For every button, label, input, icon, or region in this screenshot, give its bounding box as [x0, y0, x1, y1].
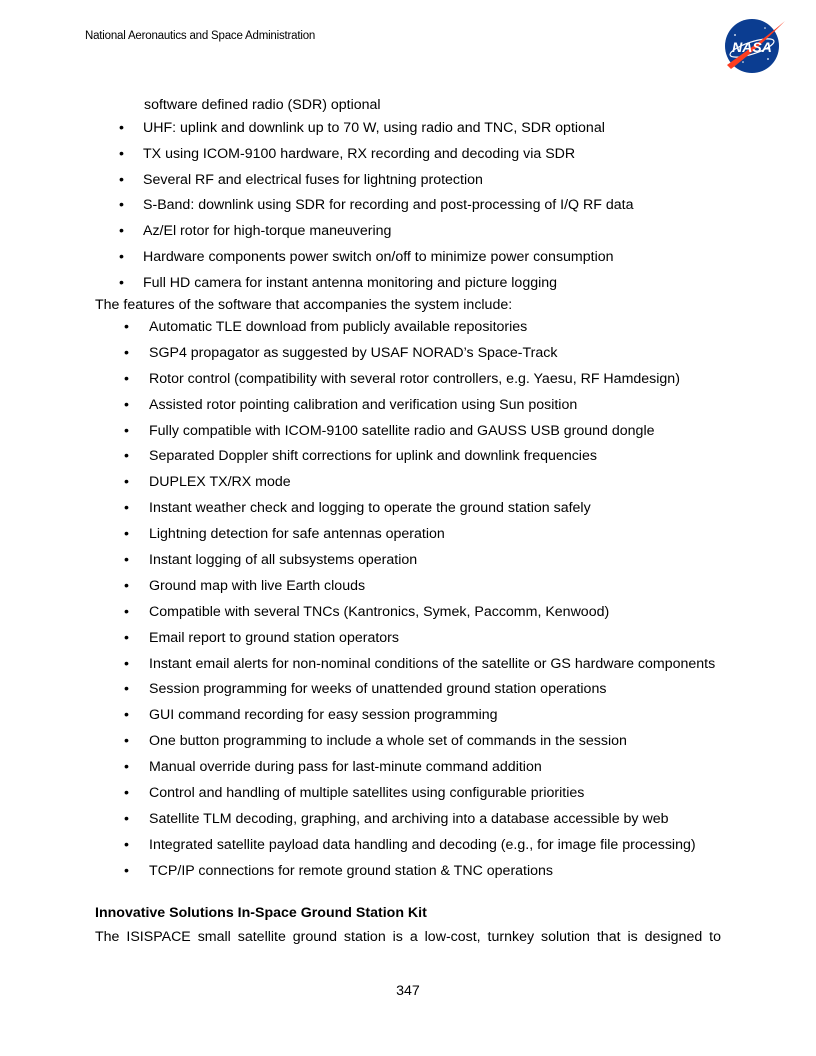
list-item: • GUI command recording for easy session programming: [0, 706, 816, 724]
list-item: • DUPLEX TX/RX mode: [0, 473, 816, 491]
list-item: • Az/El rotor for high-torque maneuvering: [0, 219, 816, 245]
list-item: • Hardware components power switch on/off to minimize power consumption: [0, 245, 816, 271]
list-item: • Ground map with live Earth clouds: [0, 577, 816, 595]
section-paragraph: The ISISPACE small satellite ground station is a low-cost, turnkey solution that is designed to: [95, 929, 721, 945]
continuation-line: software defined radio (SDR) optional: [144, 97, 381, 113]
list-item: • TX using ICOM-9100 hardware, RX recording and decoding via SDR: [0, 142, 816, 168]
list-item: • Session programming for weeks of unattended ground station operations: [0, 680, 816, 698]
list-item: • Lightning detection for safe antennas operation: [0, 525, 816, 543]
page-number: 347: [396, 983, 420, 999]
list-item: • Instant email alerts for non-nominal conditions of the satellite or GS hardware components: [0, 655, 816, 673]
header-agency-name: National Aeronautics and Space Administration: [85, 30, 316, 42]
nasa-logo: [721, 15, 787, 75]
software-intro: The features of the software that accompanies the system include:: [95, 297, 513, 313]
list-item: • One button programming to include a whole set of commands in the session: [0, 732, 816, 750]
list-item: • Manual override during pass for last-minute command addition: [0, 758, 816, 776]
list-item: • Several RF and electrical fuses for lightning protection: [0, 168, 816, 194]
section-heading: Innovative Solutions In-Space Ground Station Kit: [95, 905, 427, 921]
list-item: • Instant weather check and logging to operate the ground station safely: [0, 499, 816, 517]
list-item: • Integrated satellite payload data handling and decoding (e.g., for image file processing): [0, 836, 816, 854]
list-item: • Separated Doppler shift corrections for uplink and downlink frequencies: [0, 447, 816, 465]
list-item: • Compatible with several TNCs (Kantronics, Symek, Paccomm, Kenwood): [0, 603, 816, 621]
list-item: • Email report to ground station operators: [0, 629, 816, 647]
list-item: • Assisted rotor pointing calibration and verification using Sun position: [0, 396, 816, 414]
list-item: • Fully compatible with ICOM-9100 satellite radio and GAUSS USB ground dongle: [0, 422, 816, 440]
nasa-logo-text: NASA: [732, 39, 772, 55]
list-item: • Instant logging of all subsystems operation: [0, 551, 816, 569]
list-item: • S-Band: downlink using SDR for recording and post-processing of I/Q RF data: [0, 193, 816, 219]
list-item: • TCP/IP connections for remote ground station & TNC operations: [0, 862, 816, 880]
list-item: • UHF: uplink and downlink up to 70 W, using radio and TNC, SDR optional: [0, 116, 816, 142]
list-item: • Full HD camera for instant antenna monitoring and picture logging: [0, 271, 816, 297]
list-item: • Rotor control (compatibility with several rotor controllers, e.g. Yaesu, RF Hamdesign): [0, 370, 816, 388]
list-item: • SGP4 propagator as suggested by USAF NORAD’s Space-Track: [0, 344, 816, 362]
list-item: • Automatic TLE download from publicly available repositories: [0, 318, 816, 336]
list-item: • Satellite TLM decoding, graphing, and archiving into a database accessible by web: [0, 810, 816, 828]
list-item: • Control and handling of multiple satellites using configurable priorities: [0, 784, 816, 802]
hardware-feature-list: [0, 116, 816, 297]
software-feature-list: [0, 318, 816, 888]
